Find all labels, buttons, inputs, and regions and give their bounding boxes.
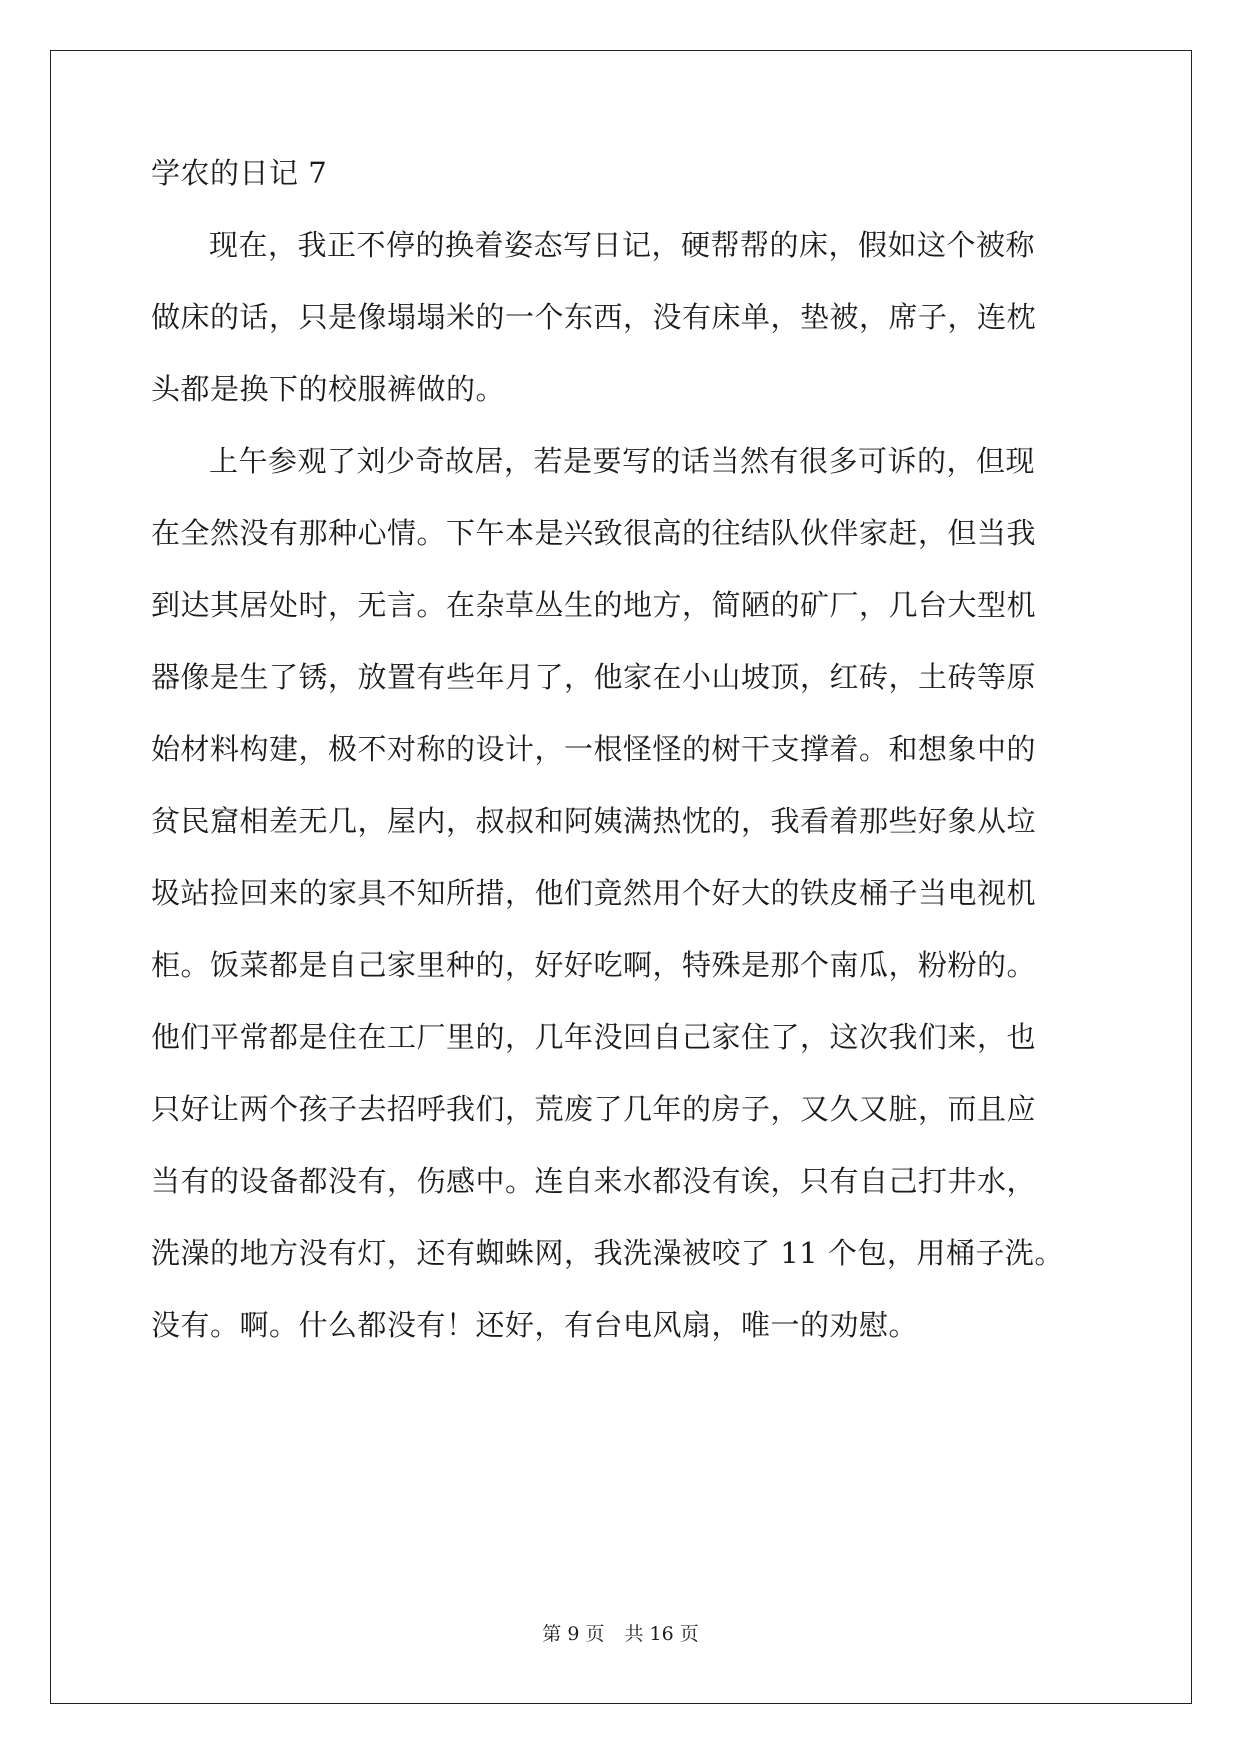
paragraph-line: 只好让两个孩子去招呼我们，荒废了几年的房子，又久又脏，而且应 bbox=[151, 1092, 1037, 1126]
paragraph-line: 现在，我正不停的换着姿态写日记，硬帮帮的床，假如这个被称 bbox=[209, 228, 1036, 262]
document-title: 学农的日记 7 bbox=[151, 156, 328, 190]
paragraph-line: 在全然没有那种心情。下午本是兴致很高的往结队伙伴家赶，但当我 bbox=[151, 516, 1037, 550]
paragraph-line: 始材料构建，极不对称的设计，一根怪怪的树干支撑着。和想象中的 bbox=[151, 732, 1037, 766]
paragraph-line: 没有。啊。什么都没有！还好，有台电风扇，唯一的劝慰。 bbox=[151, 1308, 919, 1342]
page-total: 共 16 页 bbox=[624, 1623, 699, 1645]
paragraph-line: 器像是生了锈，放置有些年月了，他家在小山坡顶，红砖，土砖等原 bbox=[151, 660, 1037, 694]
paragraph-line: 洗澡的地方没有灯，还有蜘蛛网，我洗澡被咬了 11 个包，用桶子洗。 bbox=[151, 1236, 1064, 1270]
paragraph-line: 他们平常都是住在工厂里的，几年没回自己家住了，这次我们来，也 bbox=[151, 1020, 1037, 1054]
paragraph-line: 做床的话，只是像塌塌米的一个东西，没有床单，垫被，席子，连枕 bbox=[151, 300, 1037, 334]
paragraph-line: 当有的设备都没有，伤感中。连自来水都没有诶，只有自己打井水， bbox=[151, 1164, 1037, 1198]
page-footer bbox=[0, 1622, 1241, 1646]
paragraph-line: 到达其居处时，无言。在杂草丛生的地方，简陋的矿厂，几台大型机 bbox=[151, 588, 1037, 622]
paragraph-line: 贫民窟相差无几，屋内，叔叔和阿姨满热忱的，我看着那些好象从垃 bbox=[151, 804, 1037, 838]
paragraph-line: 头都是换下的校服裤做的。 bbox=[151, 372, 506, 406]
paragraph-line: 柜。饭菜都是自己家里种的，好好吃啊，特殊是那个南瓜，粉粉的。 bbox=[151, 948, 1037, 982]
paragraph-line: 上午参观了刘少奇故居，若是要写的话当然有很多可诉的，但现 bbox=[209, 444, 1036, 478]
paragraph-line: 圾站捡回来的家具不知所措，他们竟然用个好大的铁皮桶子当电视机 bbox=[151, 876, 1037, 910]
page-number: 第 9 页 bbox=[542, 1623, 605, 1645]
